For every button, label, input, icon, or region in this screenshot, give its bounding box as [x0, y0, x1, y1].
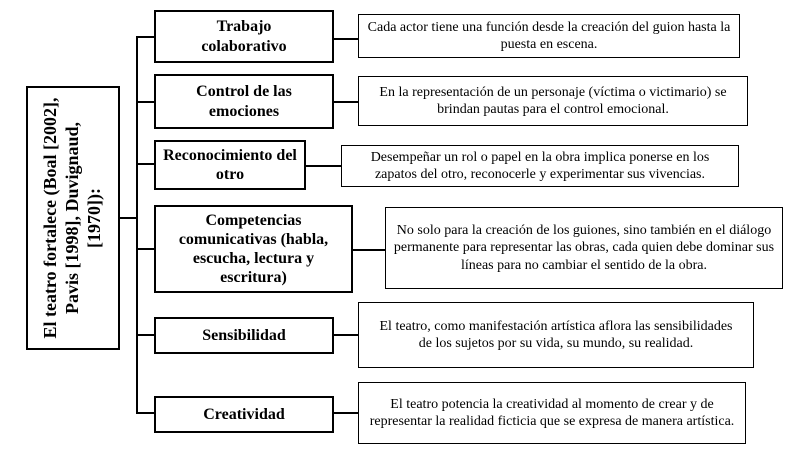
category-box-control-emociones	[154, 74, 334, 129]
description-text: Cada actor tiene una función desde la creación del guion hasta la puesta en escena.	[367, 19, 731, 52]
desc-connector-2	[333, 101, 359, 103]
branch-connector-2	[136, 101, 155, 103]
category-box-creatividad	[154, 396, 334, 433]
description-text: El teatro potencia la creatividad al momento de crear y de representar la realidad ficticia que se expresa de manera artística.	[369, 396, 735, 429]
category-box-trabajo-colaborativo	[154, 10, 334, 63]
category-box-sensibilidad	[154, 317, 334, 354]
description-box-control-emociones	[358, 76, 748, 126]
spine-connector	[136, 36, 138, 413]
category-label: Reconocimiento del otro	[163, 146, 297, 183]
description-box-competencias-comunicativas	[385, 207, 783, 289]
branch-connector-5	[136, 334, 155, 336]
root-connector	[120, 217, 137, 219]
category-label: Creatividad	[203, 405, 285, 423]
desc-connector-4	[352, 249, 386, 251]
desc-connector-1	[333, 38, 359, 40]
branch-connector-1	[136, 36, 155, 38]
desc-connector-6	[333, 412, 359, 414]
category-label: Competencias comunicativas (habla, escucha, lectura y escritura)	[178, 211, 329, 287]
description-box-reconocimiento-otro	[341, 145, 739, 187]
description-box-sensibilidad	[358, 302, 754, 368]
description-box-creatividad	[358, 382, 746, 444]
description-text: El teatro, como manifestación artística aflora las sensibilidades de los sujetos por su vida, su mundo, su realidad.	[379, 318, 733, 351]
branch-connector-4	[136, 248, 155, 250]
category-box-competencias-comunicativas	[154, 205, 353, 293]
desc-connector-5	[333, 334, 359, 336]
description-text: Desempeñar un rol o papel en la obra implica ponerse en los zapatos del otro, reconocerle y experimentar sus vivencias.	[370, 149, 710, 182]
category-box-reconocimiento-otro	[154, 140, 306, 190]
root-concept-label: El teatro fortalece (Boal [2002], Pavis [1998], Duvignaud, [1970]):	[40, 97, 104, 339]
description-text: En la representación de un personaje (víctima o victimario) se brindan pautas para el control emocional.	[379, 84, 727, 117]
branch-connector-3	[136, 163, 155, 165]
desc-connector-3	[305, 165, 342, 167]
category-label: Trabajo colaborativo	[201, 18, 287, 55]
category-label: Control de las emociones	[196, 83, 292, 120]
category-label: Sensibilidad	[202, 326, 286, 344]
branch-connector-6	[136, 412, 155, 414]
description-text: No solo para la creación de los guiones, sino también en el diálogo permanente para representar las obras, cada quien debe dominar sus líneas para no cambiar el sentido de la obra.	[393, 223, 775, 273]
description-box-trabajo-colaborativo	[358, 14, 740, 58]
root-concept-box	[26, 86, 120, 350]
